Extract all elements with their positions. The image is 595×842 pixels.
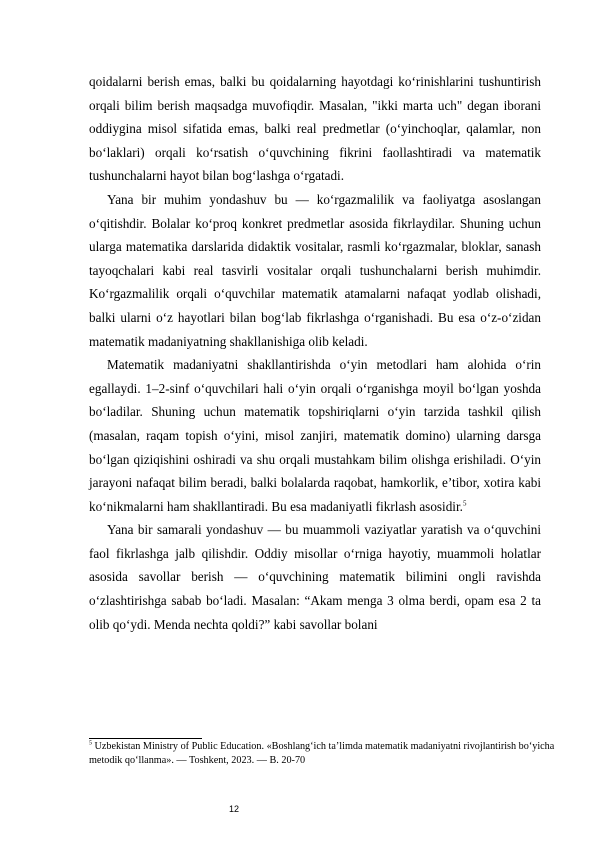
- footnote-number: 5: [89, 740, 92, 747]
- body-text: [89, 70, 541, 636]
- page-number: 12: [229, 804, 240, 814]
- paragraph-1: qoidalarni berish emas, balki bu qoidalarning hayotdagi ko‘rinishlarini tushuntirish orqali bilim berish maqsadga muvofiqdir. Masalan, "ikki marta uch" degan iborani oddiygina misol sifatida emas, balki real predmetlar (o‘yinchoqlar, qalamlar, non bo‘laklari) orqali ko‘rsatish o‘quvchining fikrini faollashtiradi va matematik tushunchalarni hayot bilan bog‘lashga o‘rgatadi.: [89, 74, 541, 184]
- footnote-separator: [89, 738, 202, 739]
- paragraph-2: Yana bir muhim yondashuv bu — ko‘rgazmalilik va faoliyatga asoslangan o‘qitishdir. Bolalar ko‘proq konkret predmetlar asosida fikrlaydilar. Shuning uchun ularga matematika darslarida didaktik vositalar, rasmli ko‘rgazmalar, bloklar, sanash tayoqchalari kabi real tasvirli vositalar orqali tushunchalarni berish muhimdir. Ko‘rgazmalilik orqali o‘quvchilar matematik atamalarni nafaqat yodlab olishadi, balki ularni o‘z hayotlari bilan bog‘lab fikrlashga o‘rganishadi. Bu esa o‘z-o‘zidan matematik madaniyatning shakllanishiga olib keladi.: [89, 191, 541, 349]
- footnote: [89, 740, 559, 767]
- footnote-text: Uzbekistan Ministry of Public Education. «Boshlang‘ich ta’limda matematik madaniyatni rivojlantirish bo‘yicha metodik qo‘llanma». — Toshkent, 2023. — B. 20-70: [89, 741, 555, 766]
- paragraph-3-text: Matematik madaniyatni shakllantirishda o‘yin metodlari ham alohida o‘rin egallaydi. 1–2-sinf o‘quvchilari hali o‘yin orqali o‘rganishga moyil bo‘lgan yoshda bo‘ladilar. Shuning uchun matematik topshiriqlarni o‘yin tarzida tashkil qilish (masalan, raqam topish o‘yini, misol zanjiri, matematik domino) ularning darsga bo‘lgan qiziqishini oshiradi va shu orqali mustahkam bilim olishga erishiladi. O‘yin jarayoni nafaqat bilim beradi, balki bolalarda raqobat, hamkorlik, e’tibor, xotira kabi ko‘nikmalarni ham shakllantiradi. Bu esa madaniyatli fikrlash asosidir.: [89, 357, 541, 514]
- paragraph-4: Yana bir samarali yondashuv — bu muammoli vaziyatlar yaratish va o‘quvchini faol fikrlashga jalb qilishdir. Oddiy misollar o‘rniga hayotiy, muammoli holatlar asosida savollar berish — o‘quvchining matematik bilimini ongli ravishda o‘zlashtirishga sabab bo‘ladi. Masalan: “Akam menga 3 olma berdi, opam esa 2 ta olib qo‘ydi. Menda nechta qoldi?” kabi savollar bolani: [89, 522, 541, 632]
- footnote-reference[interactable]: 5: [462, 499, 467, 508]
- paragraph-3: [89, 353, 541, 518]
